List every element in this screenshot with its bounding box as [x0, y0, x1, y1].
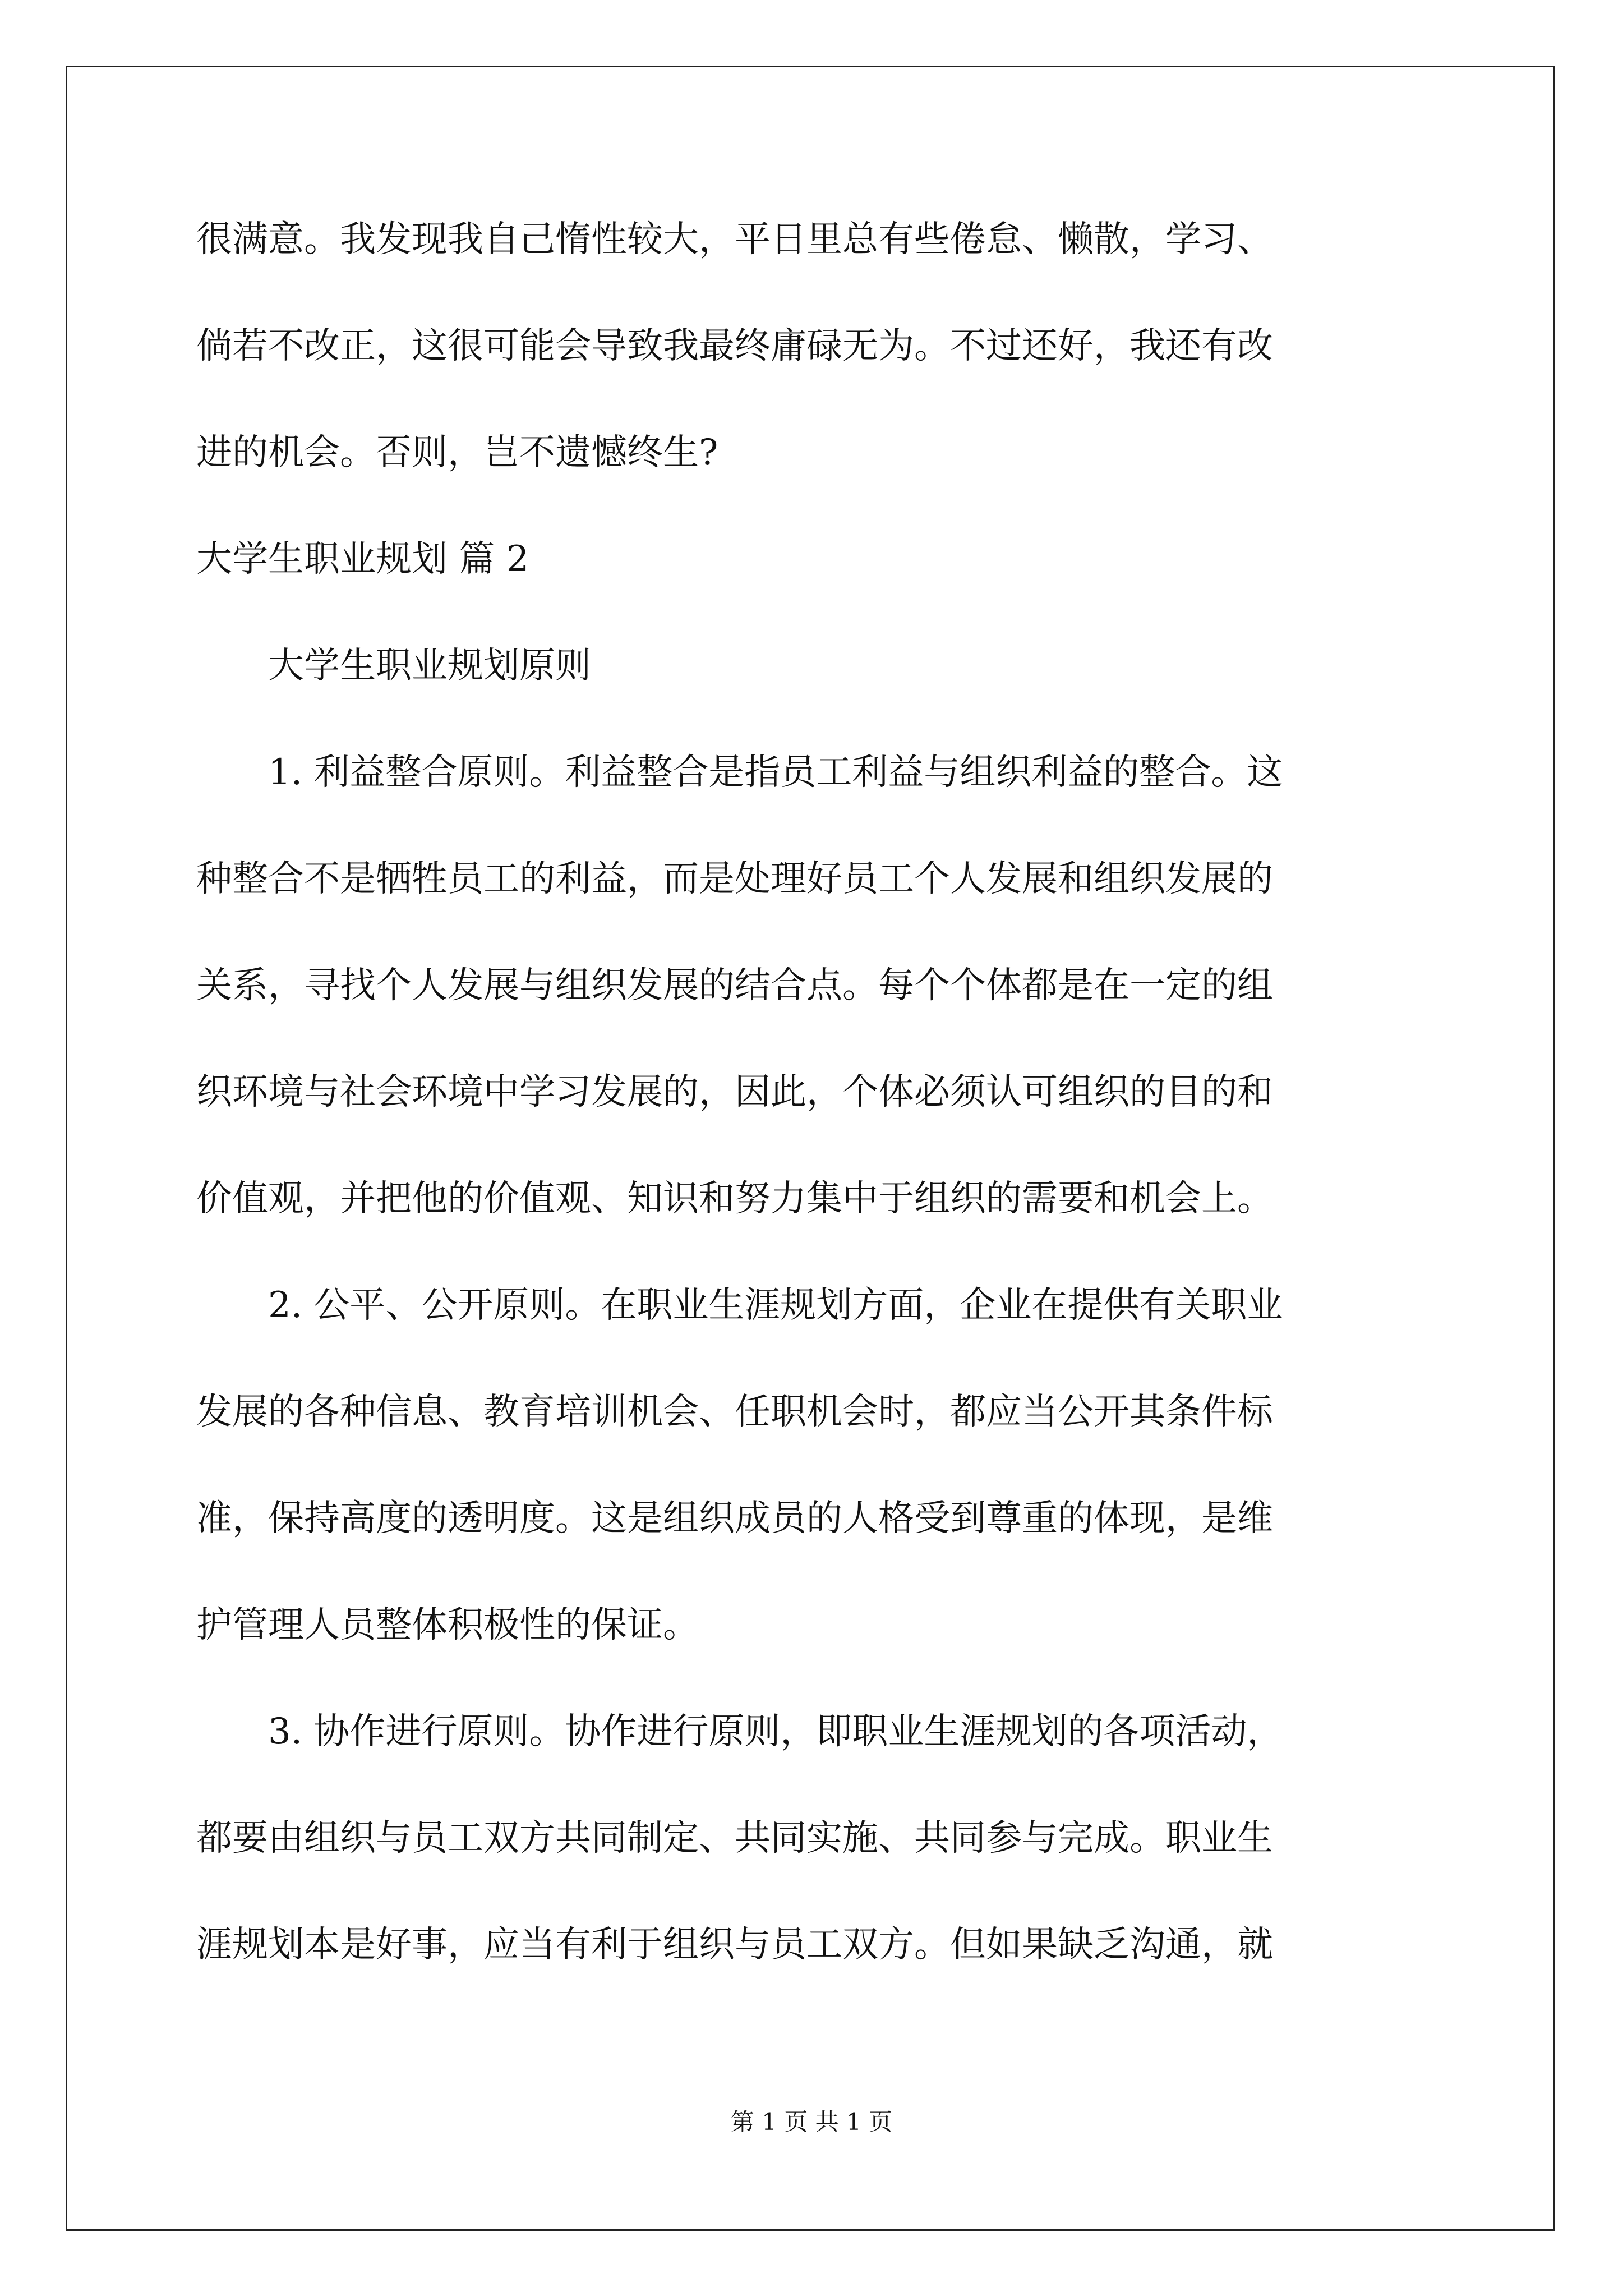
document-body: [196, 213, 1430, 2025]
body-line: 很满意。我发现我自己惰性较大，平日里总有些倦怠、懒散，学习、: [196, 219, 1273, 260]
body-line: 倘若不改正，这很可能会导致我最终庸碌无为。不过还好，我还有改: [196, 325, 1273, 367]
body-line: 种整合不是牺牲员工的利益，而是处理好员工个人发展和组织发展的: [196, 858, 1273, 900]
body-line: 护管理人员整体积极性的保证。: [196, 1604, 699, 1646]
body-line: 价值观，并把他的价值观、知识和努力集中于组织的需要和机会上。: [196, 1178, 1273, 1220]
body-line: 进的机会。否则，岂不遗憾终生?: [196, 432, 718, 473]
body-line: 都要由组织与员工双方共同制定、共同实施、共同参与完成。职业生: [196, 1818, 1273, 1859]
page-footer: 第 1 页 共 1 页: [730, 2108, 893, 2136]
body-line: 3. 协作进行原则。协作进行原则，即职业生涯规划的各项活动，: [268, 1711, 1283, 1752]
section-heading: 大学生职业规划 篇 2: [196, 539, 529, 580]
body-line: 关系，寻找个人发展与组织发展的结合点。每个个体都是在一定的组: [196, 965, 1273, 1006]
body-line: 织环境与社会环境中学习发展的，因此，个体必须认可组织的目的和: [196, 1071, 1273, 1113]
body-line: 1. 利益整合原则。利益整合是指员工利益与组织利益的整合。这: [268, 752, 1283, 793]
body-line: 发展的各种信息、教育培训机会、任职机会时，都应当公开其条件标: [196, 1391, 1273, 1433]
subheading: 大学生职业规划原则: [268, 645, 591, 687]
body-line: 2. 公平、公开原则。在职业生涯规划方面，企业在提供有关职业: [268, 1285, 1283, 1326]
body-line: 准，保持高度的透明度。这是组织成员的人格受到尊重的体现，是维: [196, 1498, 1273, 1539]
body-line: 涯规划本是好事，应当有利于组织与员工双方。但如果缺乏沟通，就: [196, 1924, 1273, 1966]
